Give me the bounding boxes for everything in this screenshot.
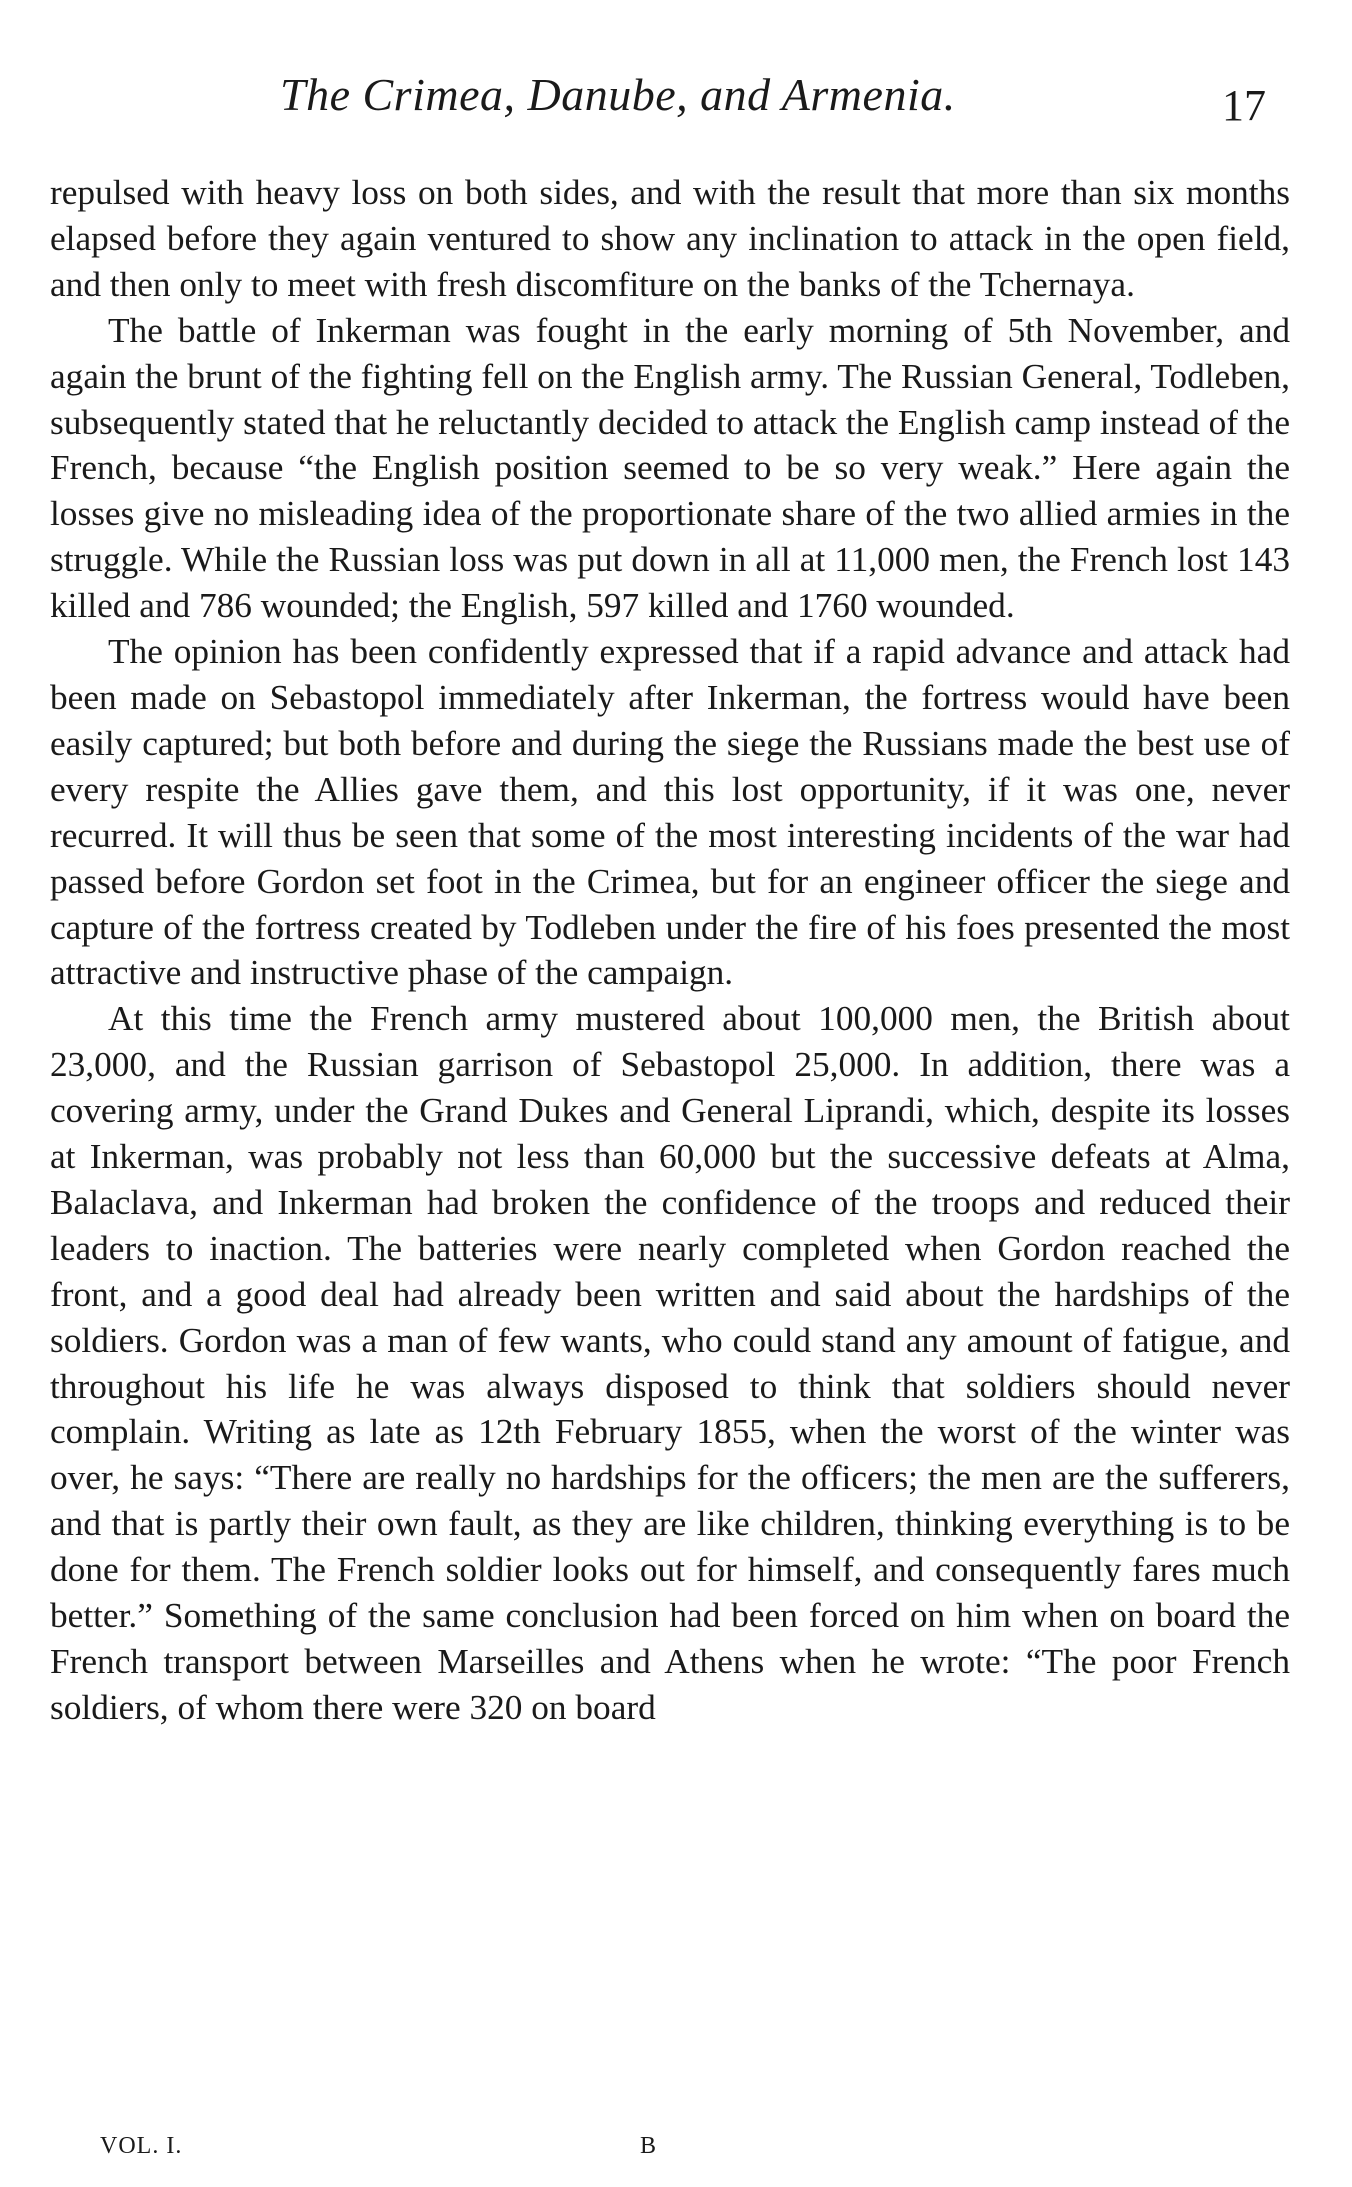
body-text xyxy=(50,170,1290,1731)
running-title: The Crimea, Danube, and Armenia. xyxy=(280,69,956,120)
signature-letter: B xyxy=(640,2133,657,2159)
page-number: 17 xyxy=(1222,81,1266,130)
paragraph-inkerman: The battle of Inkerman was fought in the early morning of 5th November, and again the brunt of the fighting fell on the English army. The Russian General, Todleben, subsequently stated that he reluctantly decided to attack the English camp instead of the French, because “the English position seemed to be so very weak.” Here again the losses give no misleading idea of the proportionate share of the two allied armies in the struggle. While the Russian loss was put down in all at 11,000 men, the French lost 143 killed and 786 wounded; the English, 597 killed and 1760 wounded. xyxy=(50,310,1290,626)
paragraph-sebastopol-opinion: The opinion has been confidently expressed that if a rapid advance and attack had been made on Sebastopol immediately after Inkerman, the fortress would have been easily captured; but both before and during the siege the Russians made the best use of every respite the Allies gave them, and this lost opportunity, if it was one, never recurred. It will thus be seen that some of the most interesting incidents of the war had passed before Gordon set foot in the Crimea, but for an engineer officer the siege and capture of the fortress created by Todleben under the fire of his foes presented the most attractive and instructive phase of the campaign. xyxy=(50,632,1290,993)
volume-mark: VOL. I. xyxy=(100,2133,183,2159)
paragraph-continued: repulsed with heavy loss on both sides, and with the result that more than six months elapsed before they again ventured to show any inclination to attack in the open field, and then only to meet with fresh discomfiture on the banks of the Tchernaya. xyxy=(50,173,1290,304)
paragraph-army-strength: At this time the French army mustered about 100,000 men, the British about 23,000, and the Russian garrison of Sebastopol 25,000. In addition, there was a covering army, under the Grand Dukes and General Liprandi, which, despite its losses at Inkerman, was probably not less than 60,000 but the successive defeats at Alma, Balaclava, and Inkerman had broken the confidence of the troops and reduced their leaders to inaction. The batteries were nearly completed when Gordon reached the front, and a good deal had already been written and said about the hardships of the soldiers. Gordon was a man of few wants, who could stand any amount of fatigue, and throughout his life he was always disposed to think that soldiers should never complain. Writing as late as 12th February 1855, when the worst of the winter was over, he says: “There are really no hardships for the officers; the men are the sufferers, and that is partly their own fault, as they are like children, thinking everything is to be done for them. The French soldier looks out for himself, and consequently fares much better.” Something of the same conclusion had been forced on him when on board the French transport between Marseilles and Athens when he wrote: “The poor French soldiers, of whom there were 320 on board xyxy=(50,999,1290,1727)
